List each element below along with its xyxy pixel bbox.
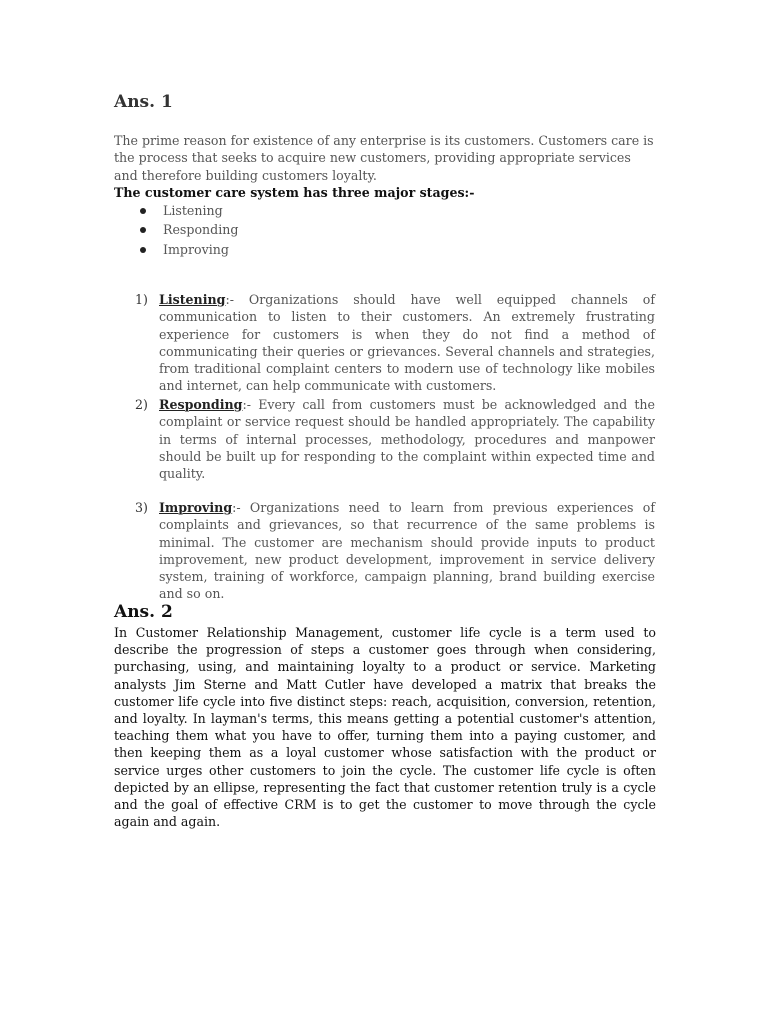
ans2-heading: Ans. 2	[114, 602, 173, 622]
stages-title: The customer care system has three major stages:-	[114, 185, 475, 200]
item-body	[159, 396, 655, 482]
list-item: Responding	[140, 220, 238, 239]
item-text: :- Every call from customers must be acknowledged and the complaint or service request should be handled appropriately. The capability in terms of internal processes, methodology, procedures and manpower should be built up for responding to the complaint within expected time and quality.	[159, 397, 655, 482]
stage-item-responding	[135, 396, 655, 482]
item-text: :- Organizations need to learn from previous experiences of complaints and grievances, so that recurrence of the same problems is minimal. The customer are mechanism should provide inputs to product improvement, new product development, improvement in service delivery system, training of workforce, campaign planning, brand building exercise and so on.	[159, 500, 655, 602]
list-item: Listening	[140, 201, 238, 220]
item-body	[159, 291, 655, 395]
item-text: :- Organizations should have well equipped channels of communication to listen to their customers. An extremely frustrating experience for customers is when they do not find a method of communicating their queries or grievances. Several channels and strategies, from traditional complaint centers to modern use of technology like mobiles and internet, can help communicate with customers.	[159, 292, 655, 394]
ans1-heading: Ans. 1	[114, 92, 173, 112]
item-number: 1)	[135, 292, 148, 307]
item-number: 3)	[135, 500, 148, 515]
bullet-icon	[140, 247, 146, 253]
item-term: Responding	[159, 397, 243, 412]
item-term: Improving	[159, 500, 233, 515]
item-number: 2)	[135, 397, 148, 412]
stages-list	[140, 201, 238, 259]
bullet-icon	[140, 208, 146, 214]
item-term: Listening	[159, 292, 226, 307]
ans1-intro: The prime reason for existence of any enterprise is its customers. Customers care is the process that seeks to acquire new customers, providing appropriate services and therefore building customers loyalty.	[114, 133, 654, 183]
stage-item-improving	[135, 499, 655, 602]
ans2-paragraph: In Customer Relationship Management, customer life cycle is a term used to describe the progression of steps a customer goes through when considering, purchasing, using, and maintaining loyalty to a product or service. Marketing analysts Jim Sterne and Matt Cutler have developed a matrix that breaks the customer life cycle into five distinct steps: reach, acquisition, conversion, retention, and loyalty. In layman's terms, this means getting a potential customer's attention, teaching them what you have to offer, turning them into a paying customer, and then keeping them as a loyal customer whose satisfaction with the product or service urges other customers to join the cycle. The customer life cycle is often depicted by an ellipse, representing the fact that customer retention truly is a cycle and the goal of effective CRM is to get the customer to move through the cycle again and again.	[114, 625, 656, 830]
bullet-icon	[140, 227, 146, 233]
stage-item-listening	[135, 291, 655, 394]
item-body	[159, 499, 655, 603]
list-item: Improving	[140, 240, 238, 259]
